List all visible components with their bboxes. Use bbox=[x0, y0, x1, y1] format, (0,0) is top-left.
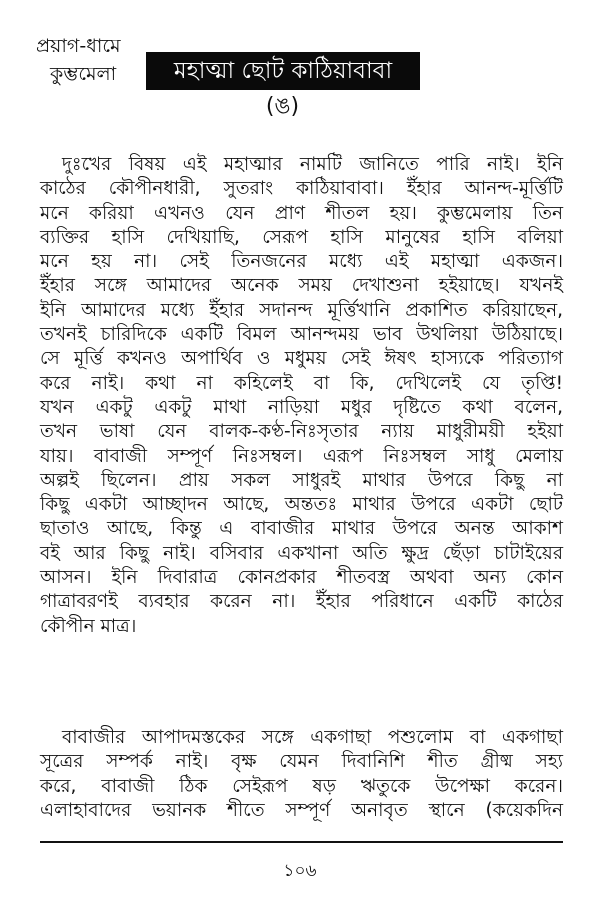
text-line: কৌপীন মাত্র। bbox=[40, 615, 137, 637]
text-line: করে, বাবাজী ঠিক সেইরূপ ষড় ঋতুকে উপেক্ষা করেন। bbox=[40, 775, 563, 797]
text-line: কাঠের কৌপীনধারী, সুতরাং কাঠিয়াবাবা। ইঁহার আনন্দ-মূর্ত্তিটি bbox=[40, 178, 563, 200]
chapter-title: মহাত্মা ছোট কাঠিয়াবাবা bbox=[146, 52, 420, 90]
text-line: মনে হয় না। সেই তিনজনের মধ্যে এই মহাত্মা একজন। bbox=[40, 251, 563, 273]
text-line: সে মূর্ত্তি কখনও অপার্থিব ও মধুময় সেই ঈষৎ হাস্যকে পরিত্যাগ bbox=[40, 348, 563, 370]
text-line: যখন একটু একটু মাথা নাড়িয়া মধুর দৃষ্টিতে কথা বলেন, bbox=[40, 396, 563, 418]
text-line: ছাতাও আছে, কিন্তু এ বাবাজীর মাথার উপরে অনন্ত আকাশ bbox=[40, 518, 563, 540]
footer-rule bbox=[40, 841, 563, 843]
paragraph-1 bbox=[40, 153, 563, 639]
text-line: করে নাই। কথা না কহিলেই বা কি, দেখিলেই যে তৃপ্তি! bbox=[40, 372, 563, 394]
text-line: তখন ভাষা যেন বালক-কণ্ঠ-নিঃসৃতার ন্যায় মাধুরীময়ী হইয়া bbox=[40, 421, 563, 443]
text-line: ইঁহার সঙ্গে আমাদের অনেক সময় দেখাশুনা হইয়াছে। যখনই bbox=[40, 275, 563, 297]
text-line: তখনই চারিদিকে একটি বিমল আনন্দময় ভাব উথলিয়া উঠিয়াছে। bbox=[40, 324, 563, 346]
text-line: আসন। ইনি দিবারাত্র কোনপ্রকার শীতবস্ত্র অথবা অন্য কোন bbox=[40, 567, 563, 589]
text-line: গাত্রাবরণই ব্যবহার করেন না। ইঁহার পরিধানে একটি কাঠের bbox=[40, 591, 563, 613]
text-line: বই আর কিছু নাই। বসিবার একখানা অতি ক্ষুদ্র ছেঁড়া চাটাইয়ের bbox=[40, 542, 563, 564]
text-line: দুঃখের বিষয় এই মহাত্মার নামটি জানিতে পারি নাই। ইনি bbox=[62, 154, 563, 175]
text-line: বাবাজীর আপাদমস্তকের সঙ্গে একগাছা পশুলোম বা একগাছা bbox=[62, 727, 563, 748]
text-line: যায়। বাবাজী সম্পূর্ণ নিঃসম্বল। এরূপ নিঃসম্বল সাধু মেলায় bbox=[40, 445, 563, 467]
running-head-line-1: প্রয়াগ-ধামে bbox=[36, 35, 121, 57]
text-line: ব্যক্তির হাসি দেখিয়াছি, সেরূপ হাসি মানুষের হাসি বলিয়া bbox=[40, 226, 563, 248]
text-line: সূত্রের সম্পর্ক নাই। বৃক্ষ যেমন দিবানিশি শীত গ্রীষ্ম সহ্য bbox=[40, 751, 563, 773]
page-number: ১০৬ bbox=[283, 861, 317, 881]
chapter-number: (ঙ) bbox=[265, 94, 300, 119]
text-line: ইনি আমাদের মধ্যে ইঁহার সদানন্দ মূর্ত্তিখানি প্রকাশিত করিয়াছেন, bbox=[40, 299, 563, 321]
text-line: অল্পই ছিলেন। প্রায় সকল সাধুরই মাথার উপরে কিছু না bbox=[40, 469, 563, 491]
running-head-line-2: কুম্ভমেলা bbox=[50, 63, 117, 85]
text-line: মনে করিয়া এখনও যেন প্রাণ শীতল হয়। কুম্ভমেলায় তিন bbox=[40, 202, 563, 224]
paragraph-2 bbox=[40, 726, 563, 823]
text-line: কিছু একটা আচ্ছাদন আছে, অন্ততঃ মাথার উপরে একটা ছোট bbox=[40, 494, 563, 516]
text-line: এলাহাবাদের ভয়ানক শীতে সম্পূর্ণ অনাবৃত স্থানে (কয়েকদিন bbox=[40, 799, 563, 821]
